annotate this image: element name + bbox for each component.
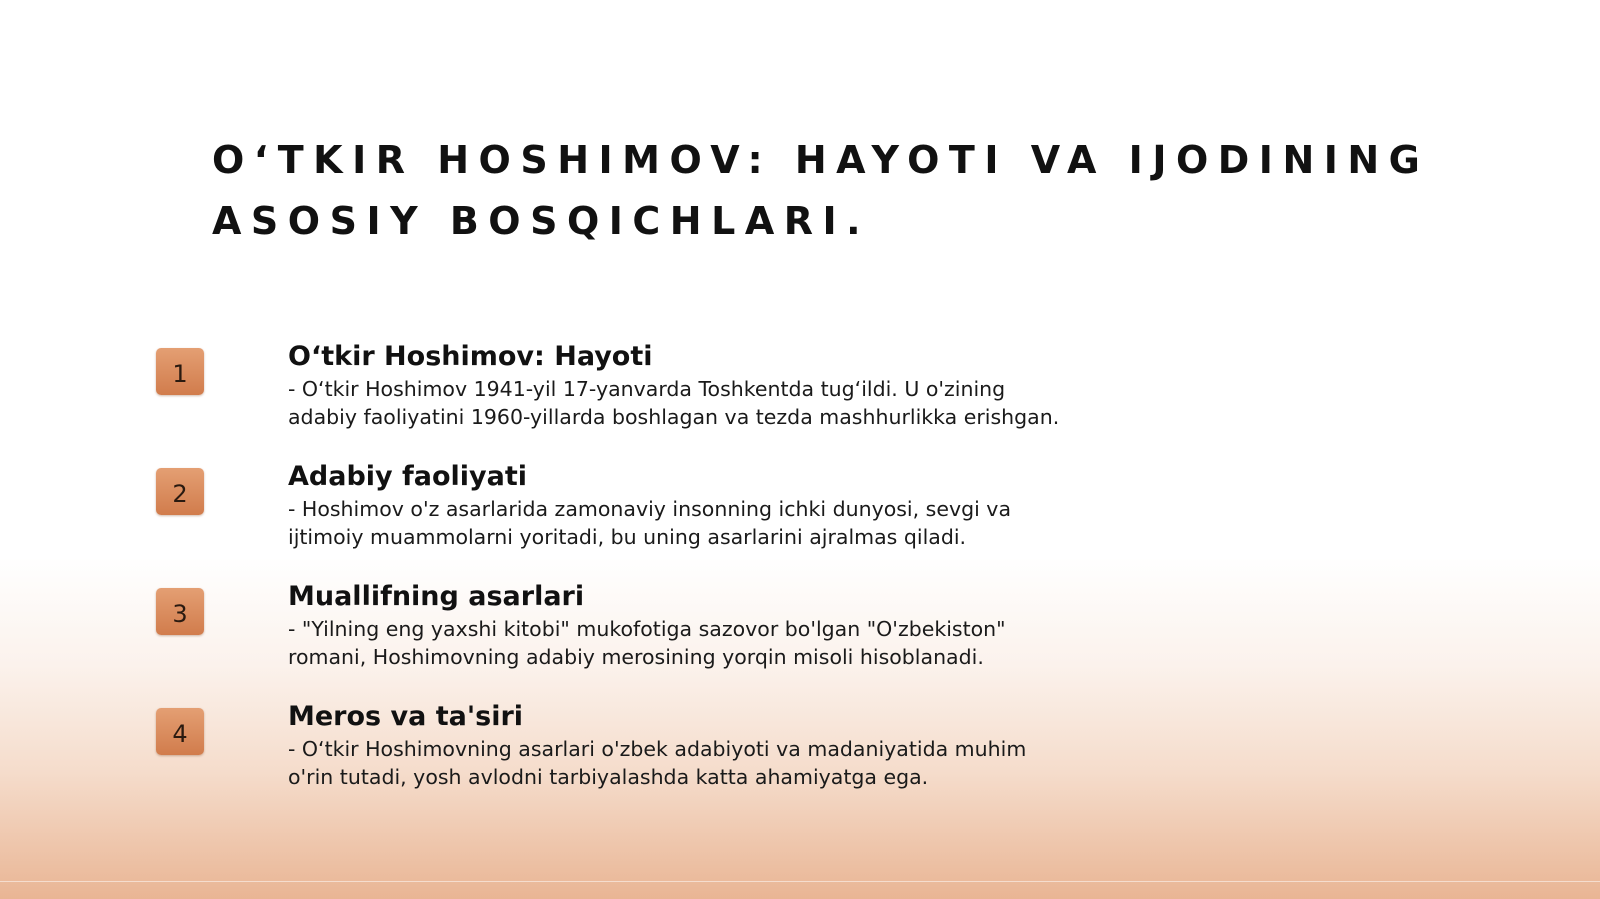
number-badge: 1 (156, 348, 204, 395)
list-item (0, 456, 1600, 566)
item-description: - Hoshimov o'z asarlarida zamonaviy insonning ichki dunyosi, sevgi va ijtimoiy muammolarni yoritadi, bu uning asarlarini ajralmas qiladi. (288, 497, 1012, 549)
list-item (0, 336, 1600, 446)
bottom-divider (0, 881, 1600, 882)
item-heading: O‘tkir Hoshimov: Hayoti (288, 341, 653, 372)
item-heading: Muallifning asarlari (288, 581, 585, 612)
number-badge: 2 (156, 468, 204, 515)
list-item (0, 576, 1600, 686)
number-badge: 4 (156, 708, 204, 755)
item-description: - O‘tkir Hoshimovning asarlari o'zbek adabiyoti va madaniyatida muhim o'rin tutadi, yosh avlodni tarbiyalashda katta ahamiyatga ega. (288, 737, 1027, 789)
slide-title: O‘TKIR HOSHIMOV: HAYOTI VA IJODINING ASOSIY BOSQICHLARI. (212, 138, 1430, 243)
item-description: - "Yilning eng yaxshi kitobi" mukofotiga sazovor bo'lgan "O'zbekiston" romani, Hoshimovning adabiy merosining yorqin misoli hisoblanadi. (288, 617, 1006, 669)
number-badge: 3 (156, 588, 204, 635)
item-description: - O‘tkir Hoshimov 1941-yil 17-yanvarda Toshkentda tug‘ildi. U o'zining adabiy faoliyatini 1960-yillarda boshlagan va tezda mashhurlikka erishgan. (288, 377, 1060, 429)
item-heading: Meros va ta'siri (288, 701, 524, 732)
list-item (0, 696, 1600, 806)
item-heading: Adabiy faoliyati (288, 461, 528, 492)
